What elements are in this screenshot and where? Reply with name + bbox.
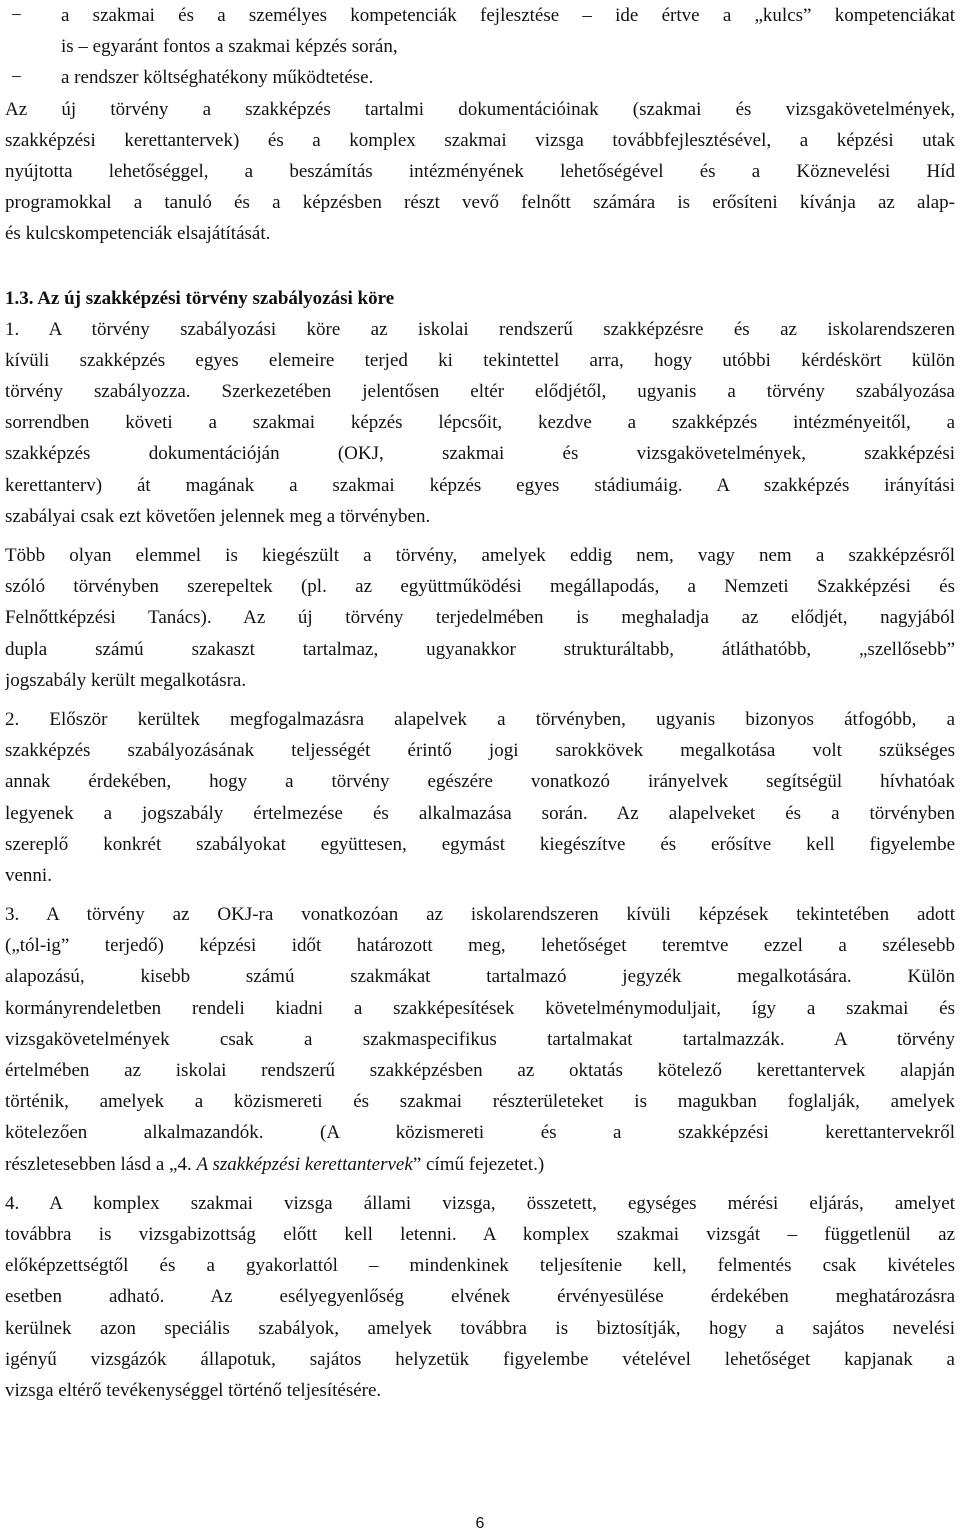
text-line: a rendszer költséghatékony működtetése.	[61, 67, 374, 89]
text-line: 4. A komplex szakmai vizsga állami vizsga, összetett, egységes mérési eljárás, amelyet	[5, 1192, 955, 1214]
text-line: kormányrendeletben rendeli kiadni a szakképesítések követelménymoduljait, így a szakmai és	[5, 997, 955, 1019]
text-line: vizsga eltérő tevékenységgel történő teljesítésére.	[5, 1379, 382, 1401]
text-line: szabályai csak ezt követően jelennek meg a törvényben.	[5, 505, 431, 527]
bullet-item	[5, 0, 955, 62]
chapter-reference: A szakképzési kerettantervek	[196, 1153, 413, 1175]
text-line: dupla számú szakaszt tartalmaz, ugyanakkor strukturáltabb, átláthatóbb, „szellősebb”	[5, 638, 955, 660]
text-line: programokkal a tanuló és a képzésben részt vevő felnőtt számára is erősíteni kívánja az alap-	[5, 192, 955, 214]
text-line: történik, amelyek a közismereti és szakmai részterületeket is magukban foglalják, amelyek	[5, 1091, 955, 1113]
text-line: előképzettségtől és a gyakorlattól – mindenkinek teljesítenie kell, felmentés csak kivételes	[5, 1255, 955, 1277]
intro-paragraph	[5, 94, 955, 250]
reference-prefix: részletesebben lásd a „4.	[5, 1153, 197, 1175]
text-line: 2. Először kerültek megfogalmazásra alapelvek a törvényben, ugyanis bizonyos átfogóbb, a	[5, 708, 955, 730]
text-line: Több olyan elemmel is kiegészült a törvény, amelyek eddig nem, vagy nem a szakképzésről	[5, 545, 955, 567]
text-line: legyenek a jogszabály értelmezése és alkalmazása során. Az alapelveket és a törvényben	[5, 802, 955, 824]
paragraph-2	[5, 540, 955, 696]
text-line: nyújtotta lehetőséggel, a beszámítás intézményének lehetőségével és a Köznevelési Híd	[5, 160, 955, 182]
text-line: annak érdekében, hogy a törvény egészére vonatkozó irányelvek segítségül hívhatóak	[5, 771, 955, 793]
text-line: jogszabály került megalkotásra.	[5, 669, 247, 691]
text-line: igényű vizsgázók állapotuk, sajátos helyzetük figyelembe vételével lehetőséget kapjanak a	[5, 1348, 955, 1370]
text-line: kerülnek azon speciális szabályok, amelyek továbbra is biztosítják, hogy a sajátos nevelési	[5, 1317, 955, 1339]
text-line: szereplő konkrét szabályokat együttesen, egymást kiegészítve és erősítve kell figyelembe	[5, 833, 955, 855]
text-line: is – egyaránt fontos a szakmai képzés során,	[61, 36, 398, 58]
text-line: továbbra is vizsgabizottság előtt kell letenni. A komplex szakmai vizsgát – függetlenül az	[5, 1223, 955, 1245]
text-line: szakképzés szabályozásának teljességét érintő jogi sarokkövek megalkotása volt szükséges	[5, 740, 955, 762]
text-line: 1. A törvény szabályozási köre az iskolai rendszerű szakképzésre és az iskolarendszeren	[5, 318, 955, 340]
text-line: szakképzési kerettantervek) és a komplex szakmai vizsga továbbfejlesztésével, a képzési utak	[5, 129, 955, 151]
text-line: törvény szabályozza. Szerkezetében jelentősen eltér elődjétől, ugyanis a törvény szabályozása	[5, 381, 955, 403]
bullet-dash: −	[11, 67, 22, 89]
text-line: kerettanterv) át magának a szakmai képzés egyes stádiumáig. A szakképzés irányítási	[5, 474, 955, 496]
reference-suffix: ” című fejezetet.)	[412, 1153, 545, 1175]
text-line: vizsgakövetelmények csak a szakmaspecifikus tartalmakat tartalmazzák. A törvény	[5, 1028, 955, 1050]
page-number: 6	[475, 1515, 485, 1532]
text-line: Az új törvény a szakképzés tartalmi dokumentációinak (szakmai és vizsgakövetelmények,	[5, 98, 955, 120]
text-line: 3. A törvény az OKJ-ra vonatkozóan az iskolarendszeren kívüli képzések tekintetében adott	[5, 904, 955, 926]
paragraph-5	[5, 1188, 955, 1406]
text-line: kötelezően alkalmazandók. (A közismereti és a szakképzési kerettantervekről	[5, 1122, 955, 1144]
text-line: („tól-ig” terjedő) képzési időt határozott meg, lehetőséget teremtve ezzel a szélesebb	[5, 935, 955, 957]
text-line: szakképzés dokumentációján (OKJ, szakmai és vizsgakövetelmények, szakképzési	[5, 443, 955, 465]
text-line: Felnőttképzési Tanács). Az új törvény terjedelmében is meghaladja az elődjét, nagyjából	[5, 607, 955, 629]
bullet-dash: −	[11, 5, 22, 26]
text-line: esetben adható. Az esélyegyenlőség elvének érvényesülése érdekében meghatározásra	[5, 1286, 955, 1308]
text-line: a szakmai és a személyes kompetenciák fejlesztése – ide értve a „kulcs” kompetenciákat	[61, 5, 955, 26]
bullet-item	[5, 62, 955, 93]
text-line-with-reference	[5, 1149, 955, 1180]
paragraph-3	[5, 704, 955, 891]
text-line: és kulcskompetenciák elsajátítását.	[5, 223, 271, 245]
text-line: kívüli szakképzés egyes elemeire terjed ki tekintettel arra, hogy utóbbi kérdéskört külön	[5, 349, 955, 371]
text-line: venni.	[5, 864, 52, 886]
paragraph-1	[5, 314, 955, 532]
text-line: sorrendben követi a szakmai képzés lépcsőit, kezdve a szakképzés intézményeitől, a	[5, 412, 955, 434]
paragraph-4	[5, 899, 955, 1180]
page-content	[5, 0, 955, 1406]
bullet-list	[5, 0, 955, 94]
text-line: értelmében az iskolai rendszerű szakképzésben az oktatás kötelező kerettantervek alapján	[5, 1060, 955, 1082]
text-line: alapozású, kisebb számú szakmákat tartalmazó jegyzék megalkotására. Külön	[5, 966, 955, 988]
section-heading: 1.3. Az új szakképzési törvény szabályozási köre	[5, 287, 395, 309]
text-line: szóló törvényben szerepeltek (pl. az együttműködési megállapodás, a Nemzeti Szakképzési és	[5, 576, 955, 598]
